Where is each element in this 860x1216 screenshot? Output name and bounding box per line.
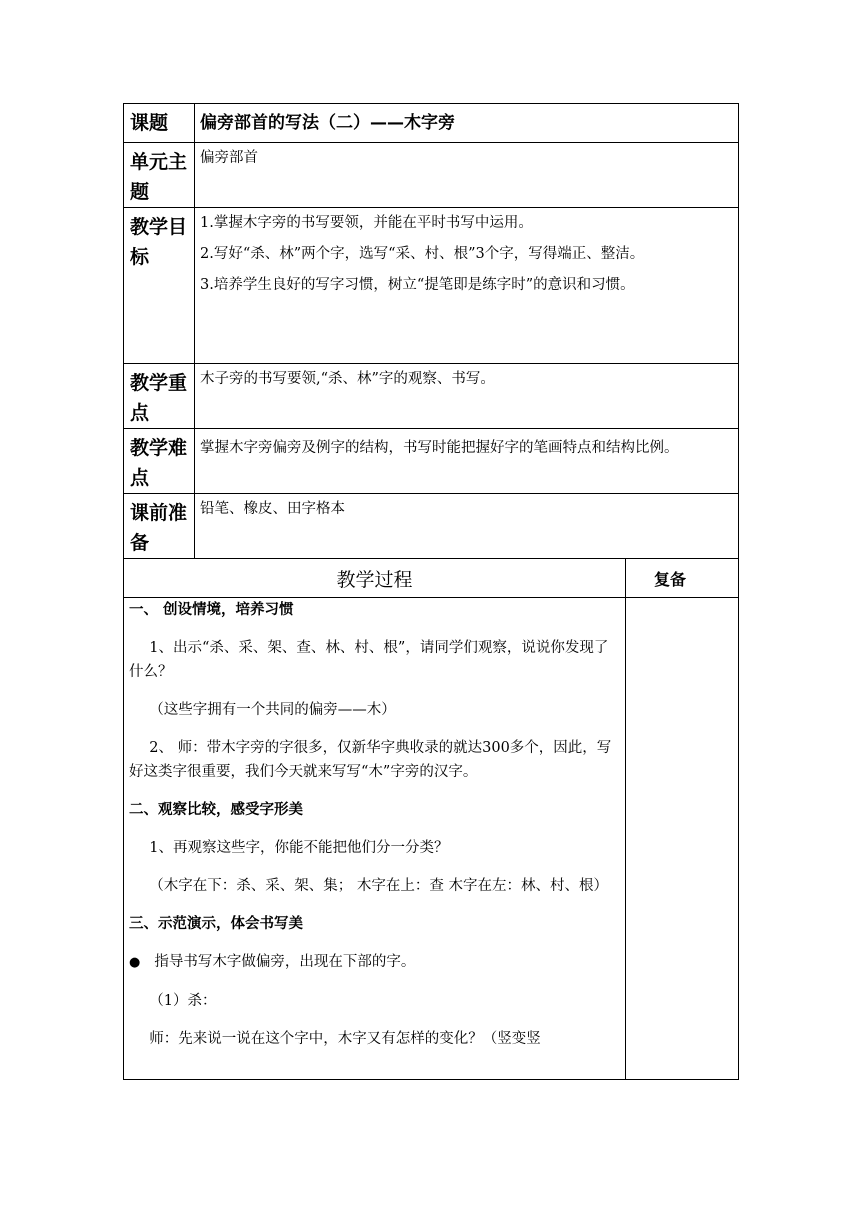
bullet-icon: [129, 954, 154, 970]
revision-notes-cell: [626, 598, 739, 1080]
unit-theme-value: 偏旁部首: [195, 143, 739, 208]
difficulty-value: 掌握木字旁偏旁及例字的结构，书写时能把握好字的笔画特点和结构比例。: [195, 429, 739, 494]
row-label-focus: 教学重点: [124, 364, 195, 429]
process-content: [124, 598, 626, 1080]
process-paragraph: （1）杀：: [149, 993, 217, 1009]
bullet-text: 指导书写木字做偏旁，出现在下部的字。: [154, 954, 416, 970]
section-heading: 二、观察比较，感受字形美: [129, 802, 303, 818]
revision-header: 复备: [626, 559, 739, 598]
goals-cell: [195, 208, 739, 364]
process-paragraph: 2、 师：带木字旁的字很多，仅新华字典收录的就达300多个，因此，写好这类字很重要，我们今天就来写写“木”字旁的汉字。: [129, 740, 612, 780]
row-label-difficulty: 教学难点: [124, 429, 195, 494]
process-paragraph: （木字在下：杀、采、架、集； 木字在上：查 木字在左：林、村、根）: [149, 878, 609, 894]
process-paragraph: （这些字拥有一个共同的偏旁——木）: [149, 702, 396, 718]
focus-value: 木子旁的书写要领,“杀、林”字的观察、书写。: [195, 364, 739, 429]
goal-item: 2.写好“杀、林”两个字，选写“采、村、根”3个字，写得端正、整洁。: [200, 246, 645, 262]
row-label-prep: 课前准备: [124, 494, 195, 559]
lesson-plan-table: [123, 103, 739, 1080]
prep-value: 铅笔、橡皮、田字格本: [195, 494, 739, 559]
process-paragraph: 师：先来说一说在这个字中，木字又有怎样的变化？（竖变竖: [149, 1031, 541, 1047]
section-heading: 一、 创设情境，培养习惯: [129, 602, 294, 618]
process-paragraph: 1、再观察这些字，你能不能把他们分一分类？: [149, 840, 449, 856]
row-label-topic: 课题: [124, 104, 195, 143]
section-heading: 三、示范演示，体会书写美: [129, 916, 303, 932]
process-header: 教学过程: [124, 559, 626, 598]
row-label-goals: 教学目标: [124, 208, 195, 364]
goal-item: 1.掌握木字旁的书写要领，并能在平时书写中运用。: [200, 215, 533, 231]
lesson-title: 偏旁部首的写法（二）——木字旁: [195, 104, 739, 143]
process-paragraph: 1、出示“杀、采、架、查、林、村、根”，请同学们观察，说说你发现了什么？: [129, 640, 609, 680]
bullet-item: [129, 950, 617, 975]
goal-item: 3.培养学生良好的写字习惯，树立“提笔即是练字时”的意识和习惯。: [200, 277, 635, 293]
row-label-unit: 单元主题: [124, 143, 195, 208]
